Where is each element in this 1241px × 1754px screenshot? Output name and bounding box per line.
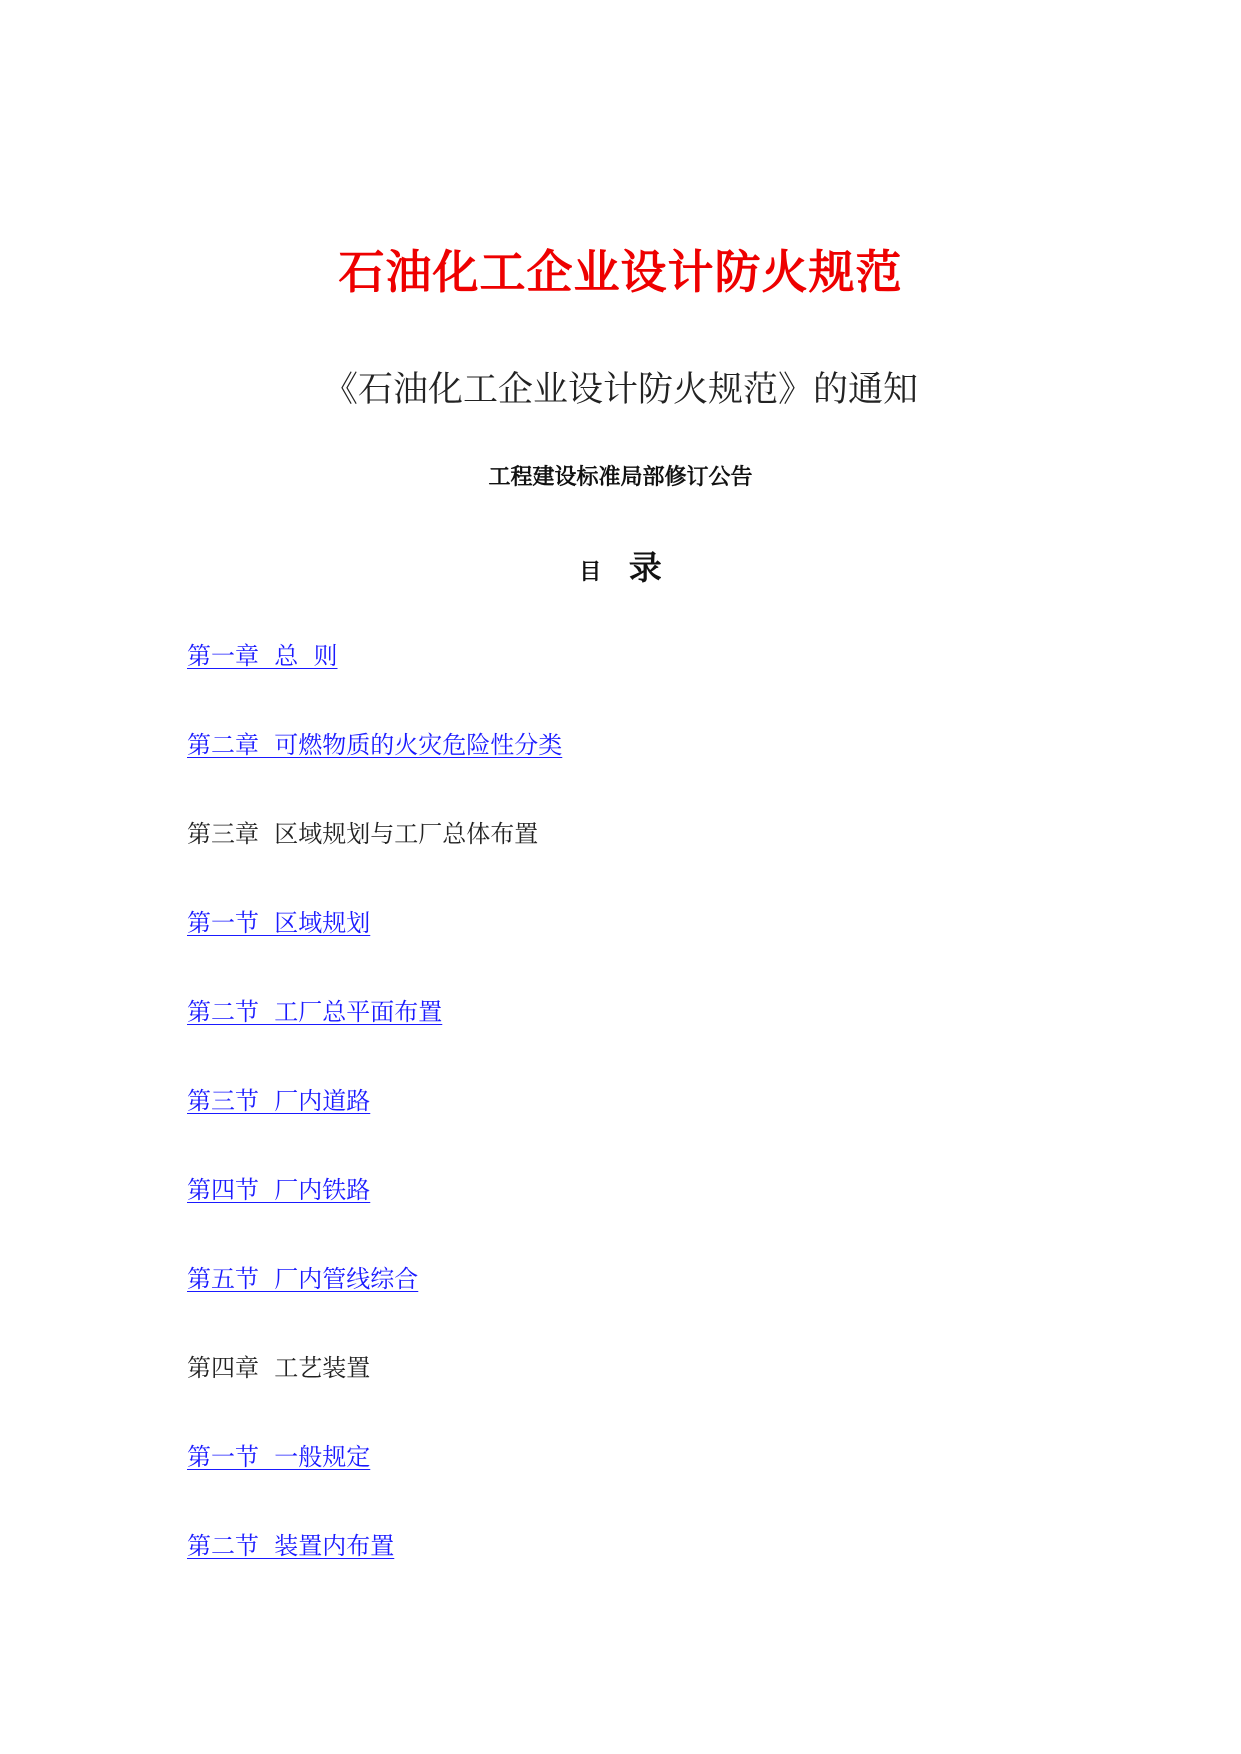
toc-entry-chapter-4: 第四章 工艺装置 xyxy=(187,1354,371,1382)
toc-entry-ch3-section-2[interactable]: 第二节 工厂总平面布置 xyxy=(187,998,443,1026)
revision-notice-heading: 工程建设标准局部修订公告 xyxy=(488,465,753,490)
table-of-contents xyxy=(187,640,1087,1619)
document-title: 石油化工企业设计防火规范 xyxy=(338,245,903,299)
toc-entry-chapter-3: 第三章 区域规划与工厂总体布置 xyxy=(187,820,539,848)
toc-item xyxy=(187,907,1087,996)
toc-item xyxy=(187,818,1087,907)
toc-entry-ch3-section-4[interactable]: 第四节 厂内铁路 xyxy=(187,1176,371,1204)
toc-entry-ch3-section-1[interactable]: 第一节 区域规划 xyxy=(187,909,371,937)
toc-entry-ch4-section-1[interactable]: 第一节 一般规定 xyxy=(187,1443,371,1471)
toc-entry-ch4-section-2[interactable]: 第二节 装置内布置 xyxy=(187,1532,395,1560)
toc-heading xyxy=(0,548,1241,594)
toc-item xyxy=(187,1174,1087,1263)
toc-entry-chapter-2[interactable]: 第二章 可燃物质的火灾危险性分类 xyxy=(187,731,563,759)
toc-item xyxy=(187,996,1087,1085)
toc-item xyxy=(187,1530,1087,1619)
toc-item xyxy=(187,1352,1087,1441)
toc-item xyxy=(187,640,1087,729)
toc-item xyxy=(187,1441,1087,1530)
toc-item xyxy=(187,1263,1087,1352)
toc-heading-part-1: 目 xyxy=(579,560,602,585)
toc-heading-part-2: 录 xyxy=(628,548,662,587)
document-subtitle: 《石油化工企业设计防火规范》的通知 xyxy=(322,370,918,410)
toc-entry-chapter-1[interactable]: 第一章 总 则 xyxy=(187,642,338,670)
toc-item xyxy=(187,729,1087,818)
toc-entry-ch3-section-3[interactable]: 第三节 厂内道路 xyxy=(187,1087,371,1115)
toc-entry-ch3-section-5[interactable]: 第五节 厂内管线综合 xyxy=(187,1265,419,1293)
toc-item xyxy=(187,1085,1087,1174)
